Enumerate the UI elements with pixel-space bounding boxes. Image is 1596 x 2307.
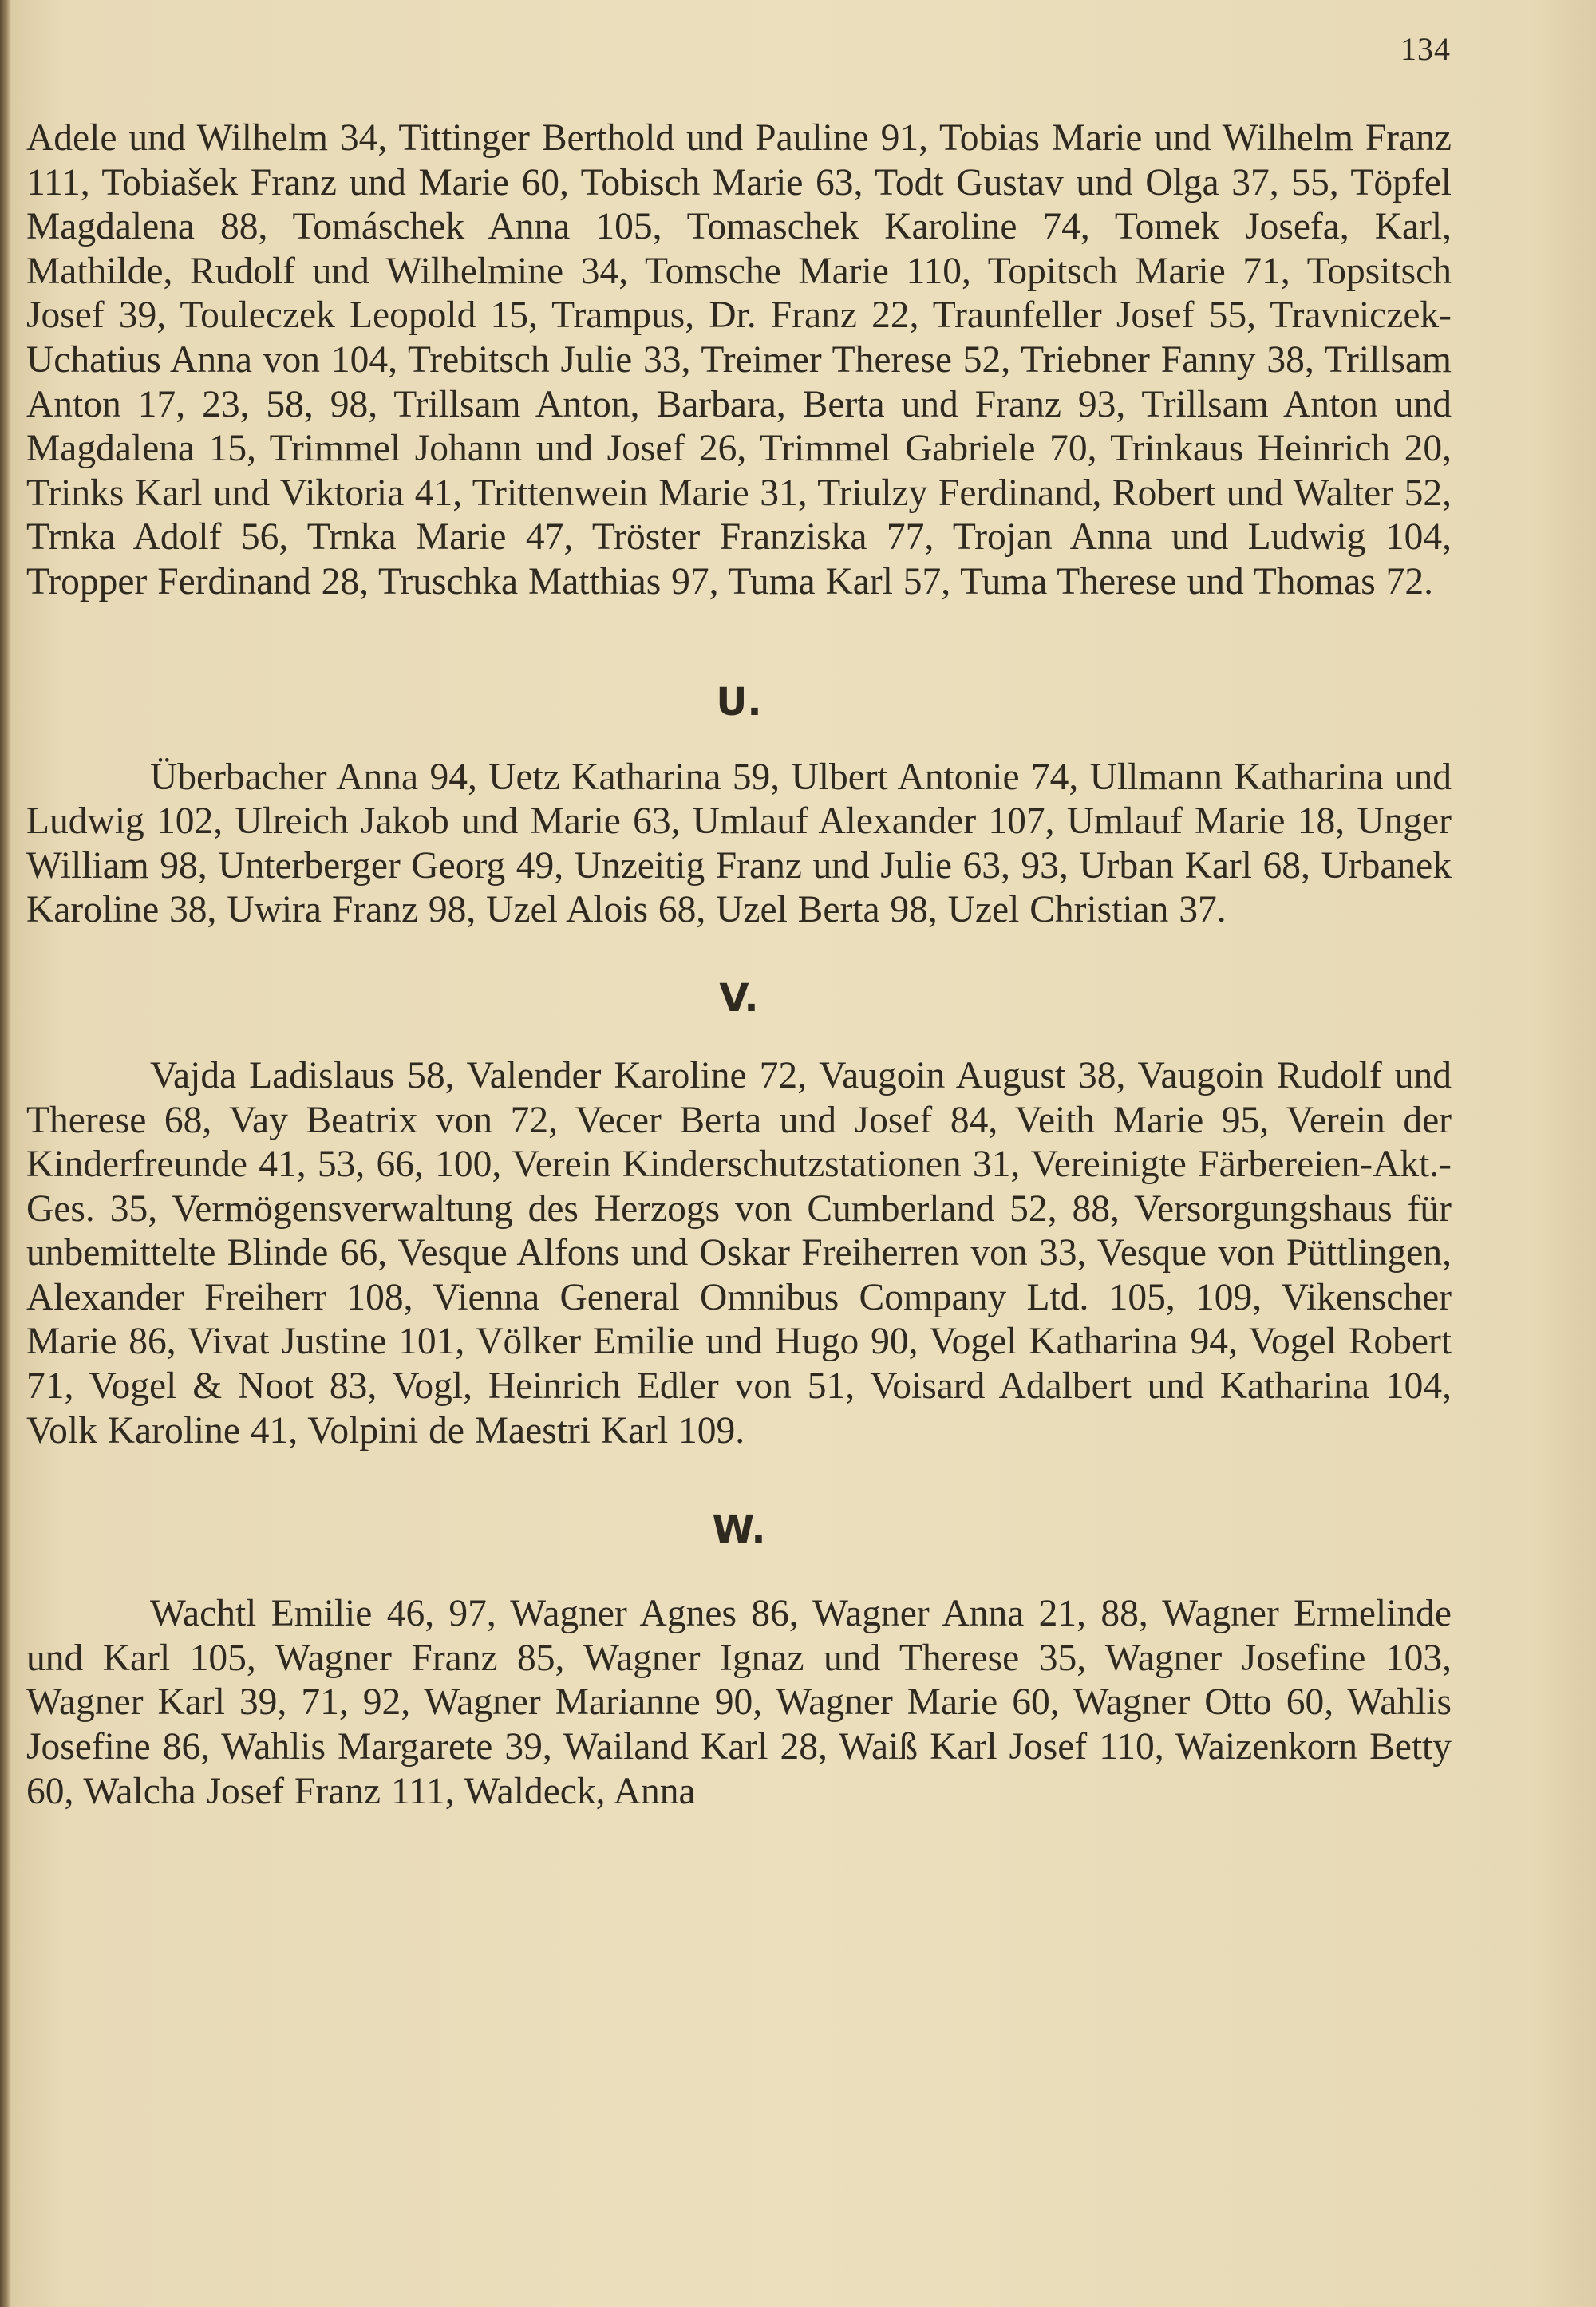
page-number: 134 bbox=[1400, 31, 1451, 67]
index-content bbox=[26, 117, 1452, 1814]
index-section-t-continued: Adele und Wilhelm 34, Tittinger Berthold und Pauline 91, Tobias Marie und Wilhelm Franz 111, Tobiašek Franz und Marie 60, Tobisch Marie 63, Todt Gustav und Olga 37, 55, Töpfel Magdalena 88, Tomáschek Anna 105, Tomaschek Karoline 74, Tomek Josefa, Karl, Mathilde, Rudolf und Wilhelmine 34, Tomsche Marie 110, Topitsch Marie 71, Topsitsch Josef 39, Touleczek Leopold 15, Trampus, Dr. Franz 22, Traunfeller Josef 55, Travniczek-Uchatius Anna von 104, Trebitsch Julie 33, Treimer Therese 52, Triebner Fanny 38, Trillsam Anton 17, 23, 58, 98, Trillsam Anton, Barbara, Berta und Franz 93, Trillsam Anton und Magdalena 15, Trimmel Johann und Josef 26, Trimmel Gabriele 70, Trinkaus Heinrich 20, Trinks Karl und Viktoria 41, Trittenwein Marie 31, Triulzy Ferdinand, Robert und Walter 52, Trnka Adolf 56, Trnka Marie 47, Tröster Franziska 77, Trojan Anna und Ludwig 104, Tropper Ferdinand 28, Truschka Matthias 97, Tuma Karl 57, Tuma Therese und Thomas 72. bbox=[26, 117, 1452, 602]
section-heading-u: U. bbox=[716, 679, 762, 725]
section-heading-w: W. bbox=[712, 1507, 766, 1553]
index-section-w: Wachtl Emilie 46, 97, Wagner Agnes 86, Wagner Anna 21, 88, Wagner Ermelinde und Karl 105, Wagner Franz 85, Wagner Ignaz und Therese 35, Wagner Josefine 103, Wagner Karl 39, 71, 92, Wagner Marianne 90, Wagner Marie 60, Wagner Otto 60, Wahlis Josefine 86, Wahlis Margarete 39, Wailand Karl 28, Waiß Karl Josef 110, Waizenkorn Betty 60, Walcha Josef Franz 111, Waldeck, Anna bbox=[26, 1593, 1452, 1812]
index-section-u: Überbacher Anna 94, Uetz Katharina 59, Ulbert Antonie 74, Ullmann Katharina und Ludwig 102, Ulreich Jakob und Marie 63, Umlauf Alexander 107, Umlauf Marie 18, Unger William 98, Unterberger Georg 49, Unzeitig Franz und Julie 63, 93, Urban Karl 68, Urbanek Karoline 38, Uwira Franz 98, Uzel Alois 68, Uzel Berta 98, Uzel Christian 37. bbox=[26, 756, 1452, 931]
page-spine-edge bbox=[0, 0, 11, 2307]
index-section-v: Vajda Ladislaus 58, Valender Karoline 72, Vaugoin August 38, Vaugoin Rudolf und Therese 68, Vay Beatrix von 72, Vecer Berta und Josef 84, Veith Marie 95, Verein der Kinderfreunde 41, 53, 66, 100, Verein Kinderschutzstationen 31, Vereinigte Färbereien-Akt.-Ges. 35, Vermögensverwaltung des Herzogs von Cumberland 52, 88, Versorgungshaus für unbemittelte Blinde 66, Vesque Alfons und Oskar Freiherren von 33, Vesque von Püttlingen, Alexander Freiherr 108, Vienna General Omnibus Company Ltd. 105, 109, Vikenscher Marie 86, Vivat Justine 101, Völker Emilie und Hugo 90, Vogel Katharina 94, Vogel Robert 71, Vogel & Noot 83, Vogl, Heinrich Edler von 51, Voisard Adalbert und Katharina 104, Volk Karoline 41, Volpini de Maestri Karl 109. bbox=[26, 1054, 1452, 1452]
section-heading-v: V. bbox=[719, 975, 759, 1021]
